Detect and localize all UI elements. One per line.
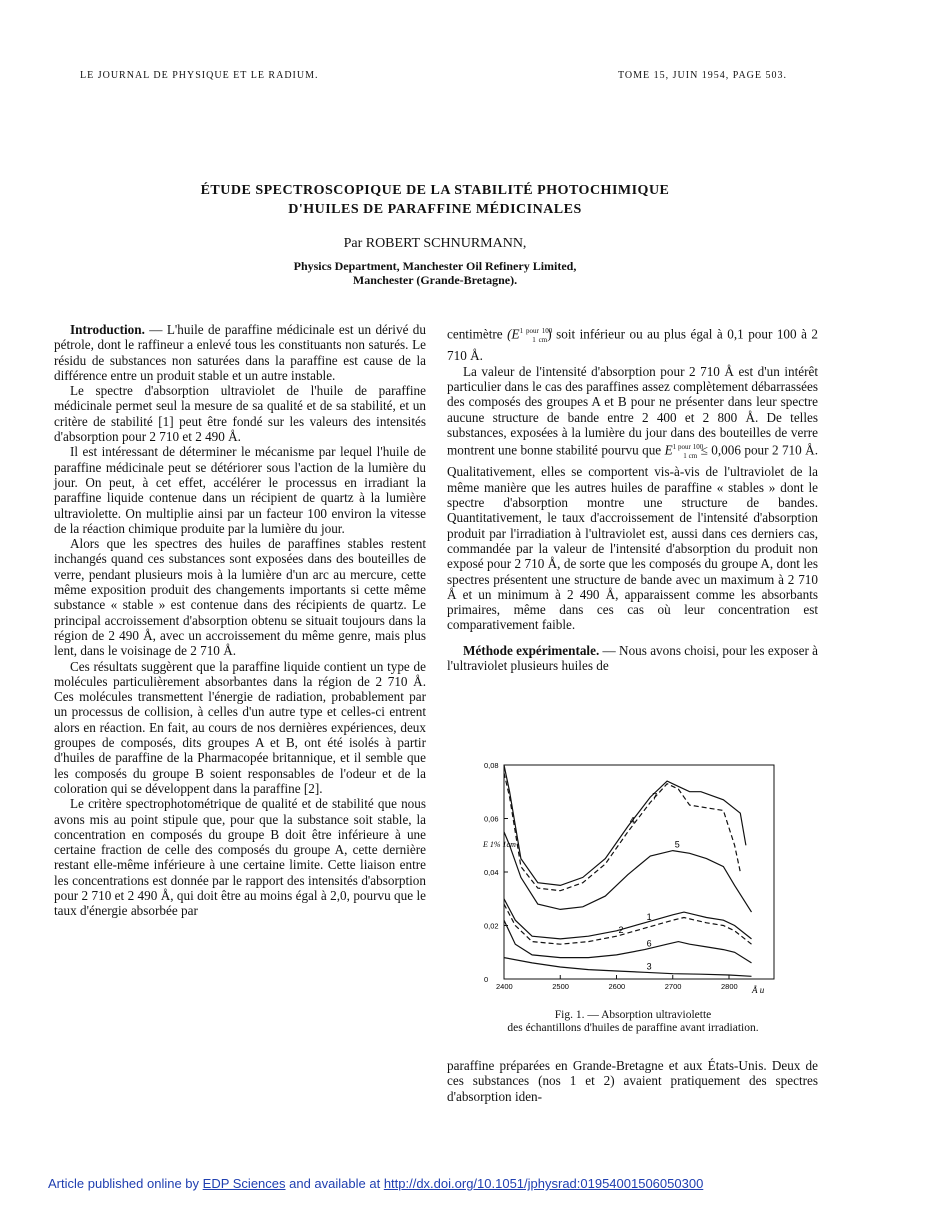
- right-column: [447, 324, 818, 673]
- paragraph: Le spectre d'absorption ultraviolet de l'huile de paraffine médicinale permet seul la mesure de sa qualité et de sa stabilité, et un critère de stabilité [1] peut être fondé sur les valeurs des intensités d'absorption pour 2 710 et 2 490 Å.: [54, 383, 426, 445]
- paragraph: paraffine préparées en Grande-Bretagne et aux États-Unis. Deux de ces substances (nos 1 et 2) avaient pratiquement des spectres d'absorption iden-: [447, 1058, 818, 1104]
- article-title-line2: D'HUILES DE PARAFFINE MÉDICINALES: [288, 202, 582, 217]
- series-label-6: 6: [646, 938, 652, 949]
- intro-heading: Introduction.: [70, 322, 145, 337]
- intro-text: — L'huile de paraffine médicinale est un dérivé du pétrole, dont le raffineur a enlevé tous les constituants non saturés. Le résidu de substances non saturées dans la paraffine est cause de la différence entre un produit stable et un autre instable.: [54, 322, 426, 383]
- x-axis-label: Å u: [752, 985, 765, 995]
- y-tick-label: 0,02: [484, 921, 499, 931]
- series-label-5: 5: [674, 839, 680, 850]
- x-tick-label: 2500: [552, 982, 569, 991]
- doi-link[interactable]: http://dx.doi.org/10.1051/jphysrad:01954001506050300: [383, 1176, 704, 1191]
- y-tick-label: 0,08: [484, 761, 499, 770]
- series-label-3: 3: [646, 961, 652, 972]
- affiliation-line2: Manchester (Grande-Bretagne).: [352, 273, 518, 287]
- method-paragraph: [447, 643, 818, 674]
- series-label-4: 4: [629, 815, 635, 826]
- figure-caption-line2: des échantillons d'huiles de paraffine avant irradiation.: [507, 1022, 759, 1034]
- series-line-4: [504, 765, 746, 885]
- plot-frame: [504, 765, 774, 979]
- y-tick-label: 0,06: [484, 814, 499, 824]
- method-heading: Méthode expérimentale.: [463, 642, 600, 658]
- x-tick-label: 2700: [664, 982, 682, 991]
- x-tick-label: 2600: [608, 982, 626, 991]
- y-tick-label: 0,04: [484, 868, 499, 877]
- method-text: — Nous avons choisi, pour les exposer à l'ultraviolet plusieurs huiles de: [447, 642, 819, 673]
- affiliation-line1: Physics Department, Manchester Oil Refinery Limited,: [293, 259, 577, 273]
- intro-paragraph: [54, 322, 426, 383]
- paragraph: Ces résultats suggèrent que la paraffine liquide contient un type de molécules particulièrement absorbantes dans la région de 2 710 Å. Ces molécules transmettent l'énergie de radiation, probablement par un processus de collision, à celles d'un autre type et celles-ci entrent alors en réaction. En fait, au cours de nos dernières expériences, deux groupes de composés, dits groupes A et B, ont été isolés à partir d'huiles de paraffine de la Pharmacopée britannique, et il semble que les composés du groupe B soient responsables de l'odeur et de la coloration qui se développent dans la paraffine [2].: [54, 658, 426, 796]
- paragraph: La valeur de l'intensité d'absorption pour 2 710 Å est d'un intérêt particulier dans le cas des paraffines assez complètement débarrassées des composés des groupes A et B pour ne présenter dans leur spectre aucune structure de bande entre 2 400 et 2 800 Å. De telles substances, exposées à la lumière du jour dans des bouteilles de verre montrent une bonne stabilité pourvu que $E^{1 pour 100}_{1 cm} \le 0,006$ pour 2 710 Å. Qualitativement, elles se comportent vis-à-vis de l'ultraviolet de la même manière que les autres huiles de paraffine « stables » dont le spectre d'absorption montre une structure de bandes. Quantitativement, le taux d'accroissement de l'intensité d'absorption produit par l'irradiation à l'ultraviolet est, aussi dans ces derniers cas, commandée par la valeur de l'intensité d'absorption du produit non exposé pour 2 710 Å, de sorte que les composés du groupe A, dont les spectres présentent une structure de bande avec un maximum à 2 710 Å et un minimum à 2 490 Å, apparaissent comme les absorbants primaires, même dans ces cas où leur concentration est comparativement faible.: [447, 363, 818, 633]
- footer: Article published online by EDP Sciences and available at http://dx.doi.org/10.1051/jphysrad:01954001506050300: [48, 1176, 704, 1191]
- author-byline: Par ROBERT SCHNURMANN,: [343, 236, 527, 251]
- paragraph: centimètre $(E^{1 pour 100}_{1 cm})$ soit inférieur ou au plus égal à 0,1 pour 100 à 2 710 Å.: [447, 326, 818, 364]
- y-axis-label: E 1% 1cm: [483, 840, 516, 849]
- series-label-1: 1: [646, 911, 652, 922]
- series-line-3: [504, 958, 752, 977]
- paragraph: Il est intéressant de déterminer le mécanisme par lequel l'huile de paraffine médicinale peut se détériorer sous l'action de la lumière du jour. On peut, à cet effet, accélérer le processus en irradiant la paraffine liquide contenue dans un récipient de quartz à la lumière ultraviolette. On multiplie ainsi par un facteur 100 environ la vitesse de la réaction chimique produite par la lumière du jour.: [54, 444, 426, 536]
- issue-header: TOME 15, JUIN 1954, PAGE 503.: [617, 70, 787, 81]
- left-column: [54, 322, 426, 919]
- journal-header: LE JOURNAL DE PHYSIQUE ET LE RADIUM.: [80, 70, 319, 81]
- paragraph: Alors que les spectres des huiles de paraffines stables restent inchangés quand ces substances sont exposées dans des bouteilles de verre, pendant plusieurs mois à la lumière d'un arc au mercure, cette même exposition produit des changements importants si cette même substance « stable » est contenue dans des récipients de quartz. Le principal accroissement d'absorption obtenu se situait toujours dans la région de 2 490 Å, avec un accroissement du même genre, mais plus lent, dans le voisinage de 2 710 Å.: [54, 536, 426, 659]
- x-tick-label: 2400: [496, 982, 513, 991]
- series-line-5: [504, 832, 752, 912]
- series-label-2: 2: [618, 925, 624, 936]
- right-column-continuation: [447, 1058, 818, 1104]
- x-tick-label: 2800: [721, 982, 738, 991]
- paragraph: Le critère spectrophotométrique de qualité et de stabilité que nous avons mis au point stipule que, pour que la substance soit stable, la concentration en composés du groupe B doit être inférieure à une certaine fraction de celle des composés du groupe A, cette dernière restant elle-même inférieure à une certaine limite. Cette liaison entre les concentrations est donnée par le rapport des intensités d'absorption pour 2 710 et 2 490 Å, qui doit être au moins égal à 2,0, pourvu que le taux d'énergie absorbée par: [54, 796, 426, 919]
- y-tick-label: 0: [484, 975, 489, 984]
- article-title-line1: ÉTUDE SPECTROSCOPIQUE DE LA STABILITÉ PHOTOCHIMIQUE: [200, 183, 670, 198]
- series-label-7: 7: [652, 791, 658, 802]
- publisher-link[interactable]: EDP Sciences: [202, 1176, 286, 1191]
- series-line-2: [504, 904, 752, 944]
- series-line-6: [504, 920, 752, 963]
- absorption-chart: [482, 757, 782, 997]
- series-line-7: [504, 773, 740, 891]
- figure-caption-line1: Fig. 1. — Absorption ultraviolette: [554, 1009, 712, 1021]
